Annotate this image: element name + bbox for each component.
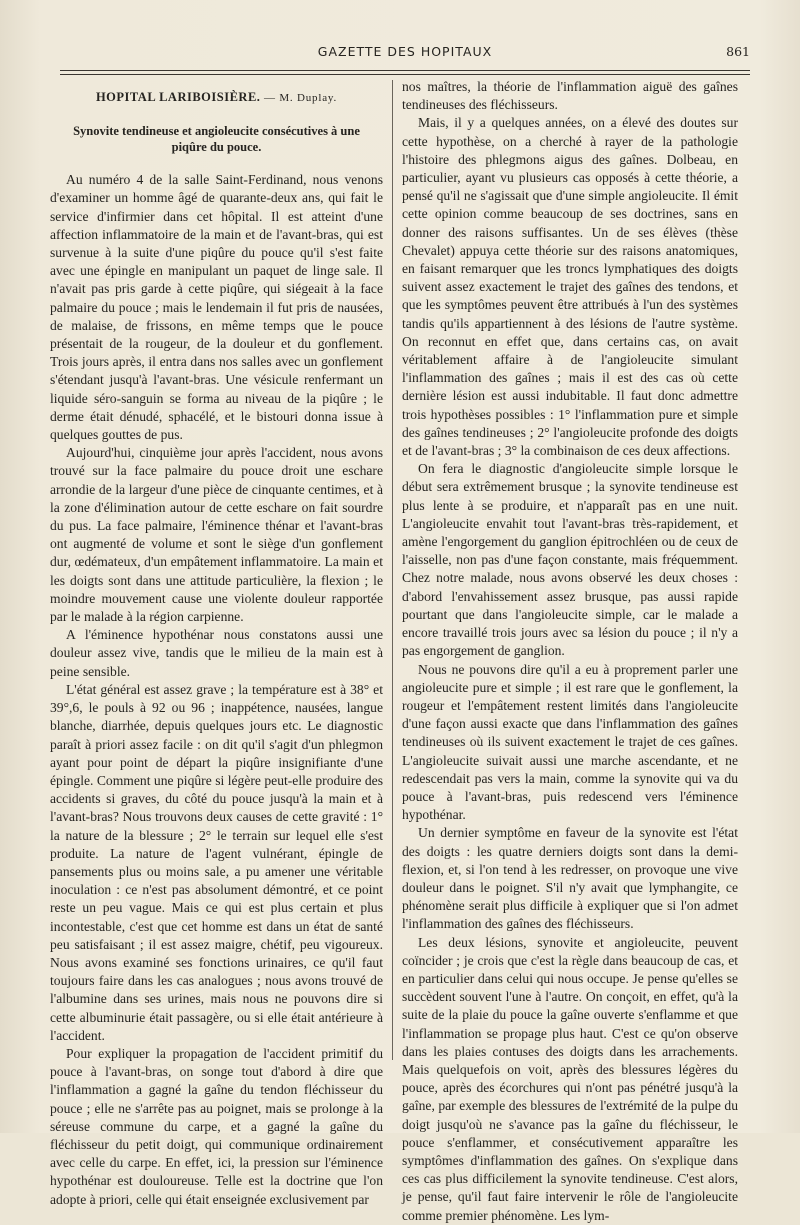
paragraph: Pour expliquer la propagation de l'accident primitif du pouce à l'avant-bras, on songe tout d'abord à dire que l'inflammation a gagné la gaîne du tendon fléchisseur du pouce ; elle ne s'arrête pas au poignet, mais se prolonge à la séreuse commune du carpe, et a gagné la gaîne du fléchisseur du petit doigt, qui communique ordinairement avec celle du carpe. En effet, ici, la pression sur l'éminence hypothénar est douloureuse. Telle est la doctrine que l'on adopte à priori, celle qui était enseignée exclusivement par (50, 1045, 383, 1207)
running-head (60, 44, 750, 64)
paragraph: Mais, il y a quelques années, on a élevé des doutes sur cette hypothèse, on a cherché à rayer de la pathologie l'histoire des phlegmons aigus des gaînes. Dolbeau, en particulier, ayant vu plusieurs cas opposés à cette théorie, a pensé qu'il ne s'agissait que d'une simple angioleucite. Il émit cette opinion comme beaucoup de ses doctrines, sans en donner des raisons suffisantes. Un de ses élèves (thèse Chevalet) appuya cette théorie sur des raisons anatomiques, en faisant remarquer que les troncs lymphatiques des doigts suivent assez exactement le trajet des gaînes des tendons, et que les symptômes peuvent être attribués à l'un des systèmes tandis qu'ils appartiennent à des lésions de l'autre système. On reconnut en effet que, dans certains cas, on avait véritablement affaire à de l'angioleucite simulant l'inflammation des gaînes ; mais il est des cas où cette dernière lésion est aussi indubitable. Il faut donc admettre trois hypothèses possibles : 1° l'inflammation pure et simple des gaînes tendineuses ; 2° l'angioleucite profonde des doigts et de l'avant-bras ; 3° la combinaison de ces deux affections. (402, 115, 738, 459)
hospital-name: HOPITAL LARIBOISIÈRE. (95, 90, 261, 104)
left-column (50, 78, 383, 1209)
paragraph: Aujourd'hui, cinquième jour après l'accident, nous avons trouvé sur la face palmaire du pouce droit une eschare arrondie de la largeur d'une pièce de cinquante centimes, et à la zone d'élimination autour de cette eschare on fait sourdre du pus. La face palmaire, l'éminence thénar et l'avant-bras ont augmenté de volume et sont le siège d'un gonflement dur, œdémateux, d'un empâtement inflammatoire. La main et les doigts sont dans une attitude particulière, la flexion ; le moindre mouvement cause une violente douleur rapportée par le malade à la région carpienne. (50, 445, 383, 625)
paragraph: A l'éminence hypothénar nous constatons aussi une douleur assez vive, tandis que le milieu de la main est à peine sensible. (50, 627, 383, 679)
hospital-heading (50, 88, 383, 107)
paragraph: Un dernier symptôme en faveur de la synovite est l'état des doigts : les quatre derniers doigts sont dans la demi-flexion, et, si l'on tend à les redresser, on provoque une vive douleur dans le poignet. S'il n'y avait que lymphangite, ce phénomène serait plus difficile à expliquer que si l'on admet l'inflammation des gaînes des fléchisseurs. (402, 825, 738, 932)
paragraph: On fera le diagnostic d'angioleucite simple lorsque le début sera extrêmement brusque ; la synovite tendineuse est plus lente à se produire, et n'apparaît pas en une nuit. L'angioleucite envahit tout l'avant-bras très-rapidement, et amène l'engorgement du ganglion épitrochléen ou de ceux de l'aisselle, non pas d'une façon constante, mais fréquemment. Chez notre malade, nous avons observé les deux choses : d'abord l'envahissement assez brusque, pas aussi rapide pourtant que dans l'angioleucite simple, car le malade a encore travaillé trois jours avec sa lésion du pouce ; il n'y a pas engorgement de ganglion. (402, 461, 738, 659)
right-column (402, 78, 738, 1225)
paragraph-continued: nos maîtres, la théorie de l'inflammation aiguë des gaînes tendineuses des fléchisseurs. (402, 79, 738, 113)
header-rule-thick (60, 70, 750, 71)
paragraph: Au numéro 4 de la salle Saint-Ferdinand, nous venons d'examiner un homme âgé de quarante-deux ans, qui fait le service d'infirmier dans cet hôpital. Il est atteint d'une affection inflammatoire de la main et de l'avant-bras, qui est survenue à la suite d'une piqûre du pouce qu'il s'est faite avec une épingle en manipulant un paquet de linge sale. Il n'avait pas pris garde à cette piqûre, qui siégeait à la face palmaire du pouce ; mais le lendemain il fut pris de nausées, de malaise, de frissons, en même temps que le pouce présentait de la rougeur, de la douleur et du gonflement. Trois jours après, il entra dans nos salles avec un gonflement s'étendant jusqu'à l'avant-bras. Une vésicule renfermant un liquide séro-sanguin se forma au niveau de la piqûre ; le derme était dénudé, sphacélé, et le bistouri donna issue à quelques gouttes de pus. (50, 172, 383, 443)
column-divider (392, 80, 393, 1060)
article-title: Synovite tendineuse et angioleucite consécutives à une piqûre du pouce. (73, 124, 360, 155)
page-number: 861 (726, 44, 750, 59)
paragraph: L'état général est assez grave ; la température est à 38° et 39°,6, le pouls à 92 ou 96 ; inappétence, nausées, langue blanche, diarrhée, depuis quelques jours etc. Le diagnostic paraît à priori assez facile : on dit qu'il s'agit d'un phlegmon ayant pour point de départ la piqûre insignifiante d'une épingle. Comment une piqûre si légère peut-elle produire des accidents si graves, du côté du pouce jusqu'à la main et à l'avant-bras? Nous trouvons deux causes de cette gravité : 1° la nature de la blessure ; 2° le terrain sur lequel elle s'est produite. La nature de l'agent vulnérant, épingle de pansements plus ou moins sale, a pu amener une véritable inoculation : ce n'est pas absolument démontré, et ce point reste un peu vague. Mais ce qui est plus certain et plus incontestable, c'est que cet homme est dans un état de santé peu satisfaisant ; il est assez maigre, chétif, peu vigoureux. Nous avons examiné ses fonctions urinaires, ce qu'il faut toujours faire dans les cas analogues ; nous avons trouvé de l'albumine dans ses urines, mais nous ne pouvons dire si cette albuminurie était passagère, ou si elle était antérieure à l'accident. (50, 681, 383, 1043)
running-title: GAZETTE DES HOPITAUX (317, 44, 493, 59)
header-rule-thin (60, 74, 750, 75)
surgeon-name: Duplay. (297, 92, 338, 104)
paragraph: Nous ne pouvons dire qu'il a eu à proprement parler une angioleucite pure et simple ; il est rare que le gonflement, la rougeur et l'empâtement restent limités dans l'angioleucite d'une façon aussi exacte que dans l'inflammation des gaînes tendineuses où ils suivent exactement le trajet de ces gaînes. L'angioleucite suivait aussi une marche ascendante, et ne redescendait pas vers la main, comme la synovite qui va du pouce à l'avant-bras, puis redescend vers l'éminence hypothénar. (402, 661, 738, 823)
paragraph: Les deux lésions, synovite et angioleucite, peuvent coïncider ; je crois que c'est la règle dans beaucoup de cas, et en particulier dans celui qui nous occupe. Je pense qu'elles se succèdent souvent l'une à l'autre. On conçoit, en effet, qu'à la suite de la plaie du pouce la gaîne ouverte s'enflamme et que l'inflammation se propage plus haut. C'est ce qu'on observe dans les plaies contuses des doigts dans les arrachements. Mais quelquefois on voit, après des blessures légères du pouce, après des écorchures qui n'ont pas pénétré jusqu'à la gaîne, par exemple des blessures de l'extrémité de la pulpe du doigt jusqu'où ne s'avance pas la gaîne du fléchisseur, le pouce s'enflammer, et consécutivement apparaître les symptômes d'inflammation des gaînes. On s'explique dans ces cas plus difficilement la synovite tendineuse. C'est alors, je pense, qu'il faut faire intervenir le rôle de l'angioleucite comme premier phénomène. Les lym- (402, 934, 738, 1223)
hospital-separator: — M. (260, 92, 298, 104)
